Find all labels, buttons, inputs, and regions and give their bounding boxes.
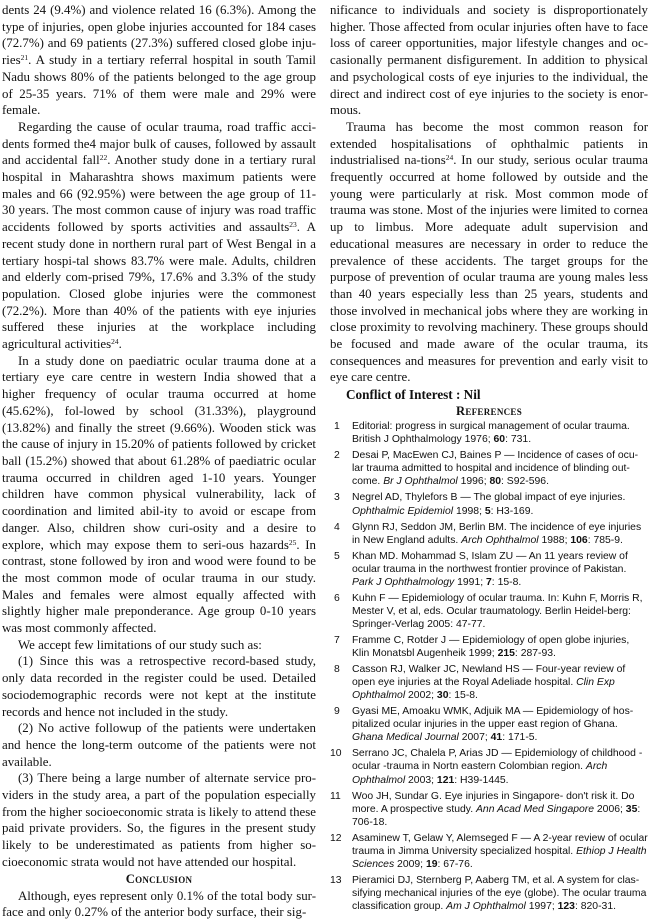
reference-pages: : 785-9. [587, 534, 623, 546]
reference-text: Khan MD. Mohammad S, Islam ZU — An 11 years review of ocular trauma in the northwest frontier province of Pakistan. [352, 550, 628, 575]
reference-number: 13 [330, 874, 342, 886]
reference-journal: Ann Acad Med Singapore [475, 803, 595, 815]
reference-text2: 2003; [405, 774, 437, 786]
reference-text: Gyasi ME, Amoaku WMK, Adjuik MA — Epidemiology of hos-pitalized ocular injuries in the upper east region of Ghana. [352, 706, 634, 731]
reference-item [330, 592, 648, 631]
reference-vol: 35 [625, 803, 638, 815]
references-heading: References [455, 404, 523, 419]
reference-number: 8 [334, 664, 340, 675]
reference-pages: : H39-1445. [454, 774, 509, 786]
paragraph-text: . In our study, serious ocular trauma frequently occurred at home followed by outside and the young were particularly at risk. Most common mode of trauma was stone. Most of the injuries were limited to cornea up to limbus. More adequate adult supervision and educational measures are necessary in order to reduce the prevalence of these accidents. The target groups for the purpose of prevention of ocular trauma are young males less than 40 years especially less than 25 years, students and those involved in mechanical jobs where they are working in close proximity to revolving machinery. These groups should be focused and made aware of the ocular trauma, its consequences and measures for prevention and early visit to eye care centre. [330, 153, 648, 385]
reference-text: Desai P, MacEwen CJ, Baines P — Incidence of cases of ocu-lar trauma admitted to hospital and incidence of blinding out-come. [352, 450, 639, 488]
reference-number: 12 [330, 832, 342, 844]
reference-pages: : 15-8. [491, 576, 522, 588]
reference-vol: 41 [490, 732, 503, 744]
reference-text: Asaminew T, Gelaw Y, Alemseged F — A 2-year review of ocular trauma in Jimma University specialized hospital. [352, 832, 648, 857]
reference-journal: Br J Ophthalmol [383, 476, 458, 488]
paragraph-text: dents 24 (9.4%) and violence related 16 (6.3%). Among the type of injuries, open globe injuries accounted for 184 cases (72.7%) and 69 patients (27.3%) suffered closed globe inju-ries [2, 3, 316, 68]
reference-journal: Clin Exp Ophthalmol [352, 677, 615, 702]
reference-text: Editorial: progress in surgical management of ocular trauma. British J Ophthalmology 1976; [352, 421, 630, 446]
reference-text2: 1998; [453, 505, 485, 517]
reference-journal: Park J Ophthalmology [352, 576, 455, 588]
reference-text2: 1988; [538, 534, 571, 546]
reference-pages: : 820-31. [574, 901, 616, 913]
reference-vol: 5 [484, 505, 491, 517]
paragraph-limitations-intro: We accept few limitations of our study such as: [18, 637, 262, 652]
reference-text2: 2007; [458, 732, 491, 744]
right-column [330, 2, 648, 916]
reference-journal: Ophthalmic Epidemiol [352, 505, 454, 517]
paragraph-text: . A study in a tertiary referral hospital in south Tamil Nadu shows 80% of the patients belonged to the age group of 25-35 years. 71% of them were male and 29% were female. [2, 53, 316, 118]
reference-journal: Ghana Medical Journal [352, 732, 459, 744]
citation: 22 [99, 153, 108, 163]
citation: 24 [111, 337, 119, 347]
reference-journal: Am J Ophthalmol [446, 901, 526, 913]
reference-text2: 1996; [457, 476, 490, 488]
reference-item [330, 420, 648, 446]
reference-pages: : S92-596. [501, 476, 549, 488]
reference-vol: 106 [570, 534, 588, 546]
reference-vol: 123 [557, 901, 575, 913]
paragraph-text: In a study done on paediatric ocular trauma done at a tertiary eye care centre in western India showed that a higher frequency of ocular trauma occurred at home (45.62%), fol-lowed by school (31.33%), playground (13.82%) and finally the street (9.66%). Wooden stick was the cause of injury in 15.20% of patients followed by cricket ball (15.2%) showed that about 61.28% of paediatric ocular trauma occurred in children aged 1-10 years. Younger children have common physical vulnerability, lack of coordination and limited abil-ity to avoid or escape from danger. Also, children show curi-osity and a desire to explore, which may expose them to seri-ous hazards [2, 353, 316, 552]
reference-pages: : 15-8. [448, 690, 478, 702]
reference-item [330, 550, 648, 589]
paragraph-limitation-2: (2) No active followup of the patients were undertaken and hence the long-term outcome of the patients were not available. [2, 721, 316, 769]
paragraph-paediatric [2, 353, 316, 637]
citation: 21 [20, 53, 29, 63]
reference-pages: : 67-76. [437, 858, 473, 870]
reference-vol: 7 [486, 576, 492, 588]
paragraph-limitation-3: (3) There being a large number of alternate service pro-viders in the study area, a part of the population especially from the higher socioeconomic strata is likely to attend these paid private providers. So, the figures in the present study likely to be underestimated as patients from higher so-cioeconomic strata would not have attended our hospital. [2, 771, 316, 869]
reference-item [330, 491, 648, 517]
reference-text2: 2006; [594, 803, 626, 815]
citation: 24 [445, 153, 454, 163]
reference-number: 11 [330, 790, 341, 802]
reference-item [330, 663, 648, 702]
reference-text: Casson RJ, Walker JC, Newland HS — Four-year review of open eye injuries at the Royal Adeliade hospital. [352, 664, 626, 689]
reference-pages: : 731. [505, 434, 532, 446]
reference-item [330, 705, 648, 744]
left-column [2, 2, 316, 921]
paragraph-limitation-1: (1) Since this was a retrospective record-based study, only data recorded in the register could be used. Detailed sociodemographic records were not kept at the institute records and hence not included in the study. [2, 654, 316, 719]
reference-text: Glynn RJ, Seddon JM, Berlin BM. The incidence of eye injuries in New England adults. [352, 521, 642, 546]
reference-item [330, 521, 648, 547]
paragraph-text: . Another study done in a tertiary rural hospital in Maharashtra shows maximum patients were males and 66 (92.95%) were between the age group of 11-30 years. The most common cause of injury was road traffic accidents followed by sports activities and assaults [2, 153, 316, 235]
paragraph-injury-types [2, 2, 316, 119]
reference-text: Kuhn F — Epidemiology of ocular trauma. In: Kuhn F, Morris R, Mester V, et al, eds. Ocular traumatology. Berlin Heidel-berg: Springer-Verlag 2005: 47-77. [352, 592, 643, 630]
reference-text: Negrel AD, Thylefors B — The global impact of eye injuries. [352, 492, 626, 504]
reference-vol: 60 [493, 434, 506, 446]
citation: 23 [289, 220, 297, 230]
reference-number: 6 [334, 592, 340, 604]
reference-item [330, 747, 648, 786]
reference-text: Serrano JC, Chalela P, Arias JD — Epidemiology of childhood -ocular -trauma in Nortn eastern Colombian region. [352, 748, 643, 773]
reference-pages: : 287-93. [514, 648, 556, 660]
conflict-of-interest: Conflict of Interest : Nil [346, 387, 481, 403]
paragraph-conclusion-cont: nificance to individuals and society is disproportionately higher. Those affected from ocular injuries often have to face loss of career opportunities, major lifestyle changes and oc-casionally permanent disfigurement. In addition to physical and psychological costs of eye injuries to the individual, the direct and indirect cost of eye injuries to the society is enor-mous. [330, 3, 648, 118]
reference-pages: : H3-169. [490, 505, 534, 517]
reference-vol: 80 [489, 476, 502, 488]
reference-vol: 215 [497, 648, 515, 660]
reference-vol: 121 [436, 774, 455, 786]
conclusion-heading: Conclusion [125, 871, 193, 886]
reference-number: 5 [334, 550, 340, 562]
reference-text2: 2002; [405, 690, 437, 702]
reference-journal: Arch Ophthalmol [352, 761, 608, 786]
citation: 25 [288, 537, 297, 547]
reference-text: Framme C, Rotder J — Epidemiology of open globe injuries, Klin Monatsbl Augenheik 1999; [352, 634, 630, 660]
reference-text: Woo JH, Sundar G. Eye injuries in Singapore- don't risk it. Do more. A prospective study. [352, 790, 635, 815]
reference-text2: 2009; [394, 858, 426, 870]
reference-number: 1 [334, 421, 340, 433]
reference-number: 2 [334, 450, 340, 462]
reference-number: 9 [334, 706, 340, 718]
paragraph-text: . A recent study done in northern rural part of West Bengal in a tertiary hospi-tal shows 83.7% were male. Adults, children and elderly com-prised 79%, 17.6% and 3.3% of the study population. Closed globe injuries were the commonest (72.2%). More than 40% of the patients with eye injuries suffered these injuries at the workplace including agricultural activities [2, 220, 316, 352]
reference-text2: 1997; [525, 901, 558, 913]
reference-vol: 19 [425, 858, 438, 870]
reference-pages: : 171-5. [502, 732, 538, 744]
reference-text: Pieramici DJ, Sternberg P, Aaberg TM, et al. A system for clas-sifying mechanical injuries of the eye (globe). The ocular trauma classification group. [352, 874, 647, 913]
paragraph-text: Regarding the cause of ocular trauma, road traffic acci-dents formed the4 major bulk of causes, followed by assault and accidental fall [2, 119, 316, 168]
reference-item [330, 790, 648, 829]
reference-number: 10 [330, 748, 342, 760]
paragraph-causes: Regarding the cause of ocular trauma, road traffic acci-dents formed the4 major bulk of causes, followed by assault and accidental fall$^{22}$. Another study done in a tertiary rural hospital in Maharashtra shows maximum patients were males and 66 (92.95%) were between the age group of 11-30 years. The most common cause of injury was road traffic accidents followed by sports activities and assaults$^{23}$. A recent study done in northern rural part of West Bengal in a tertiary hospi-tal shows 83.7% were male. Adults, children and elderly com-prised 79%, 17.6% and 3.3% of the study population. Closed globe injuries were the commonest (72.2%). More than 40% of the patients with eye injuries suffered these injuries at the workplace including agricultural activities$^{24}$. [2, 119, 316, 352]
paragraph-conclusion-start: Although, eyes represent only 0.1% of the total body sur-face and only 0.27% of the anterior body surface, their sig- [2, 888, 316, 920]
reference-number: 7 [334, 634, 340, 646]
reference-vol: 30 [436, 690, 449, 702]
paragraph-text: . In contrast, stone followed by iron and wood were found to be the most common mode of ocular trauma in our study. Males and females were almost equally affected with slightly higher male preponderance. Age group 0-10 years was most commonly affected. [2, 537, 316, 636]
references-list [330, 420, 648, 913]
reference-pages: : 706-18. [352, 803, 641, 828]
paragraph-text: Trauma has become the most common reason for extended hospitalisations of ophthalmic patients in industrialised na-tions [330, 119, 648, 168]
reference-number: 3 [334, 492, 340, 504]
reference-item [330, 634, 648, 660]
reference-number: 4 [334, 521, 340, 533]
reference-item [330, 874, 648, 913]
paragraph-trauma-hospitalisation [330, 119, 648, 386]
reference-item [330, 449, 648, 488]
reference-journal: Arch Ophthalmol [461, 534, 539, 546]
reference-text2: 1991; [454, 576, 487, 588]
reference-journal: Ethiop J Health Sciences [352, 845, 647, 870]
